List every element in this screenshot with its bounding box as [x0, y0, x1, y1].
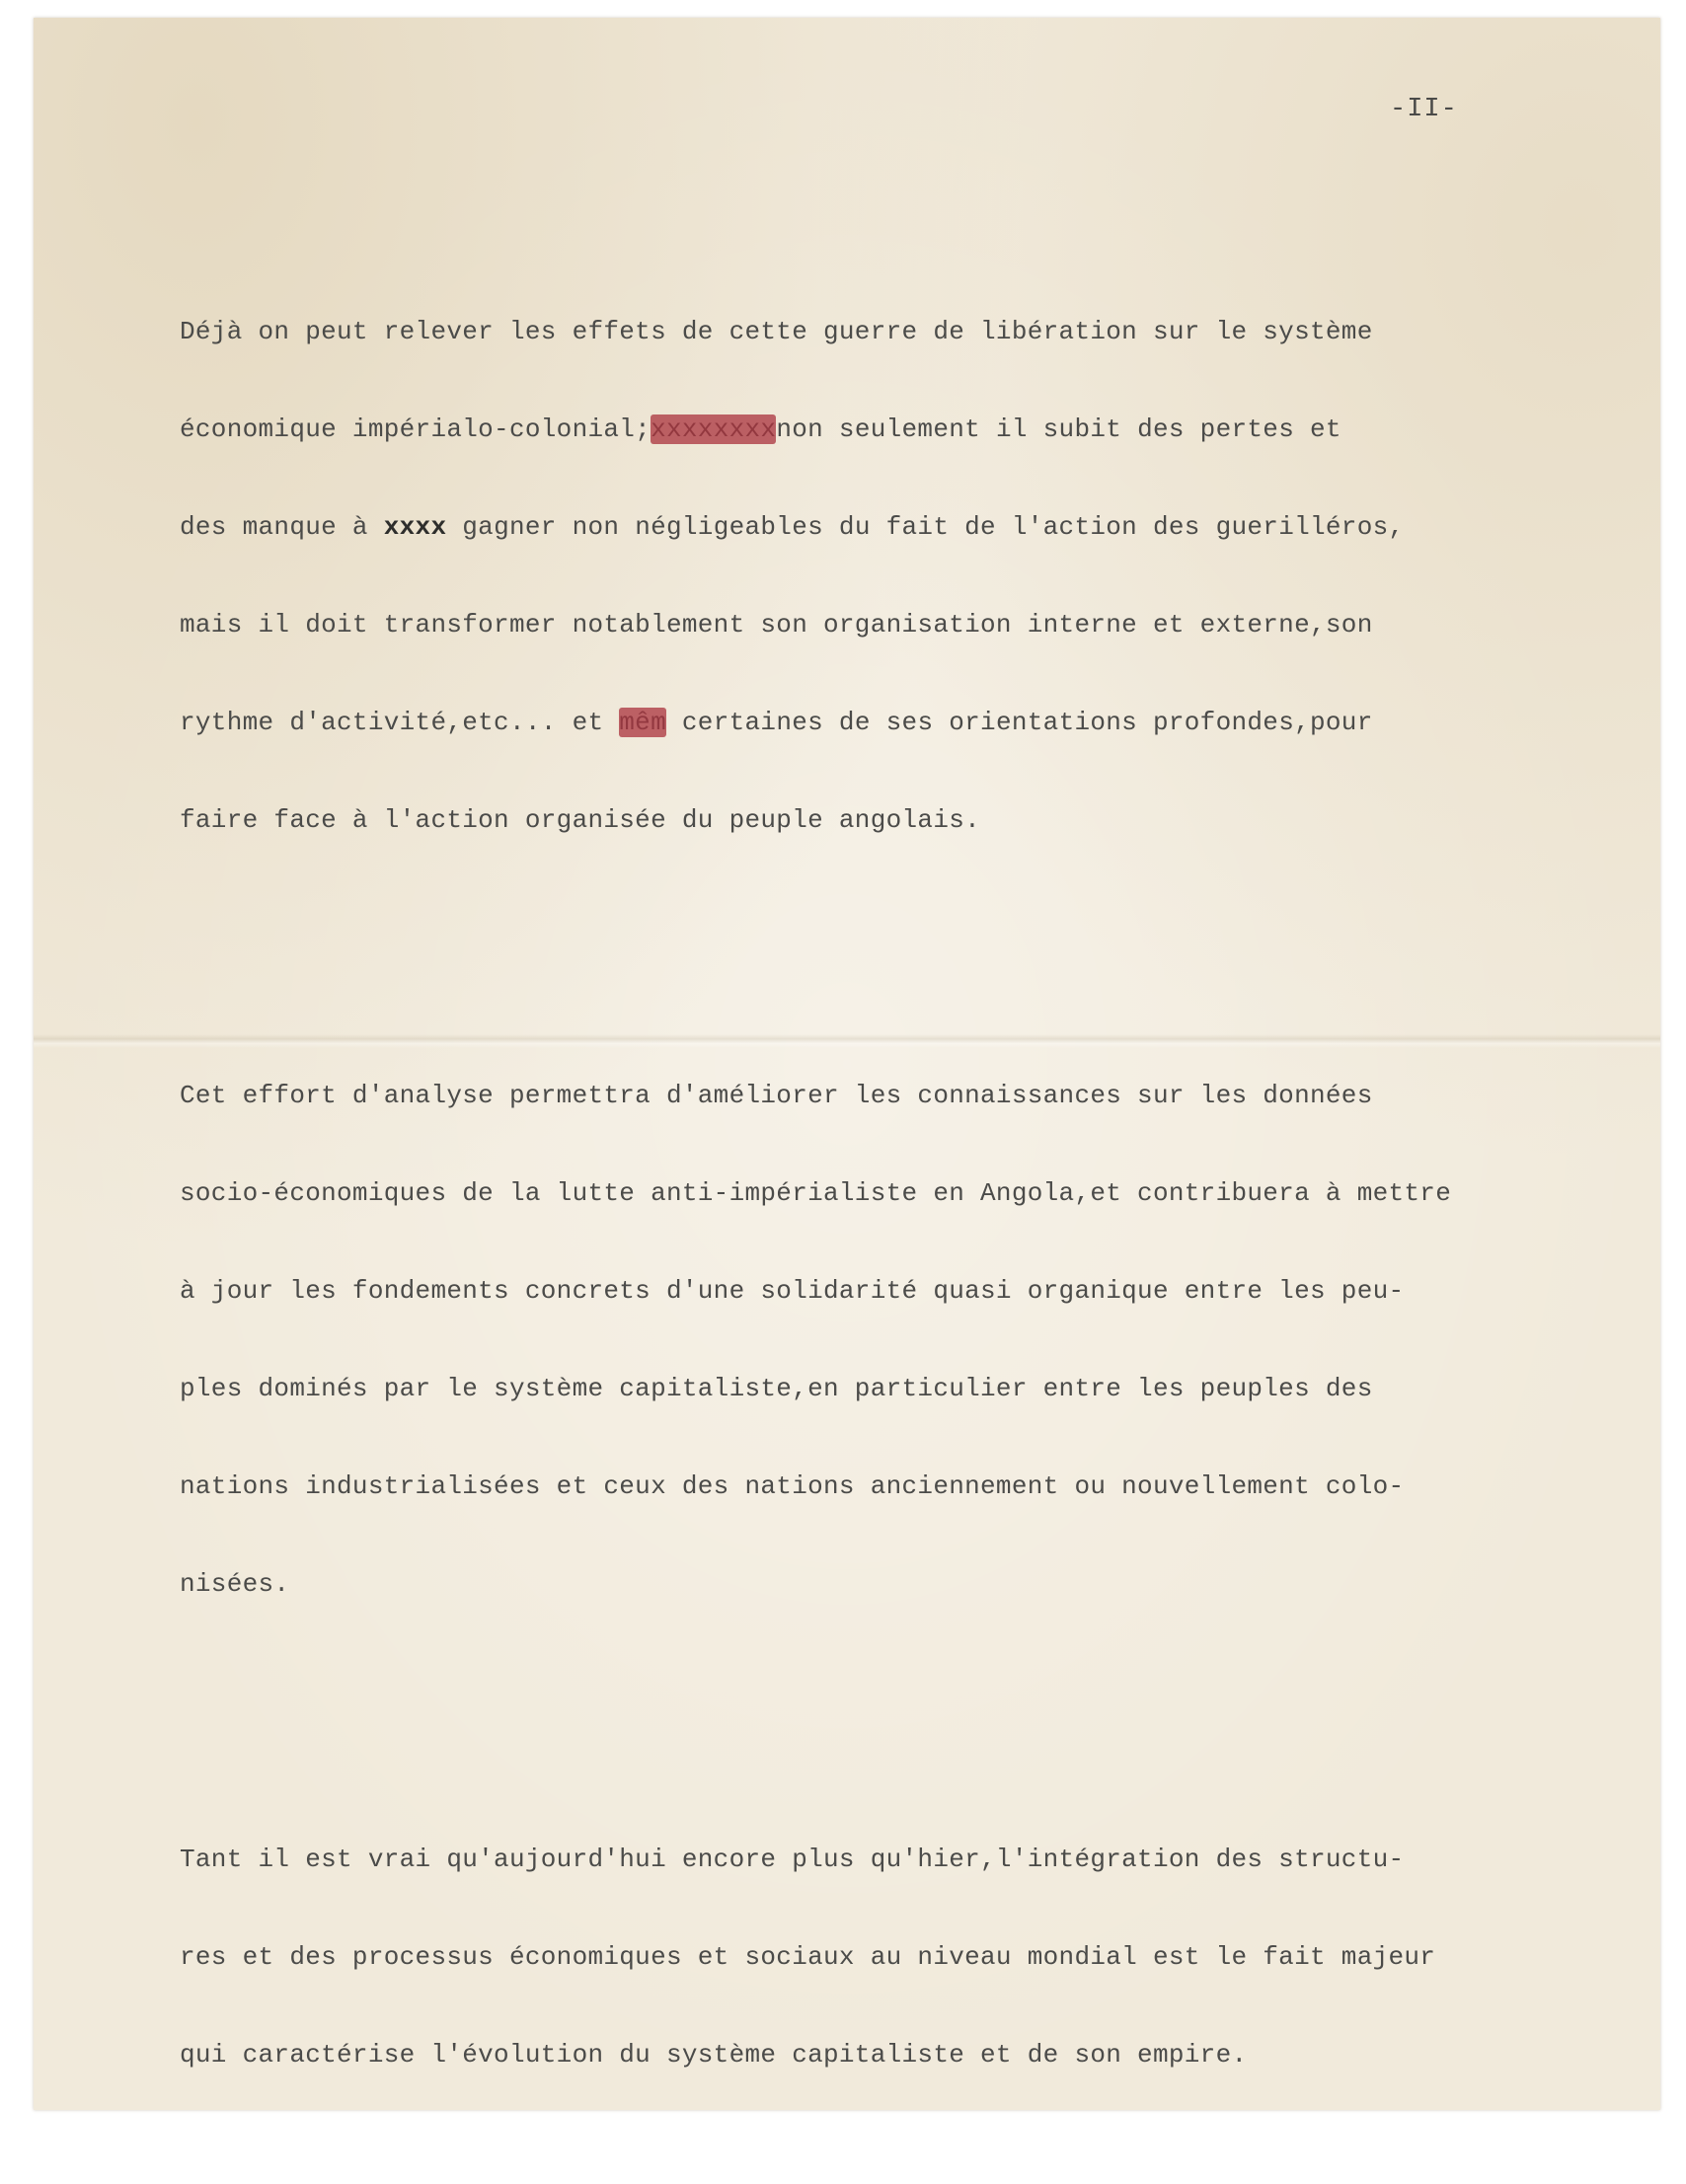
text-line [180, 414, 1621, 446]
text-segment: non seulement il subit des pertes et [776, 414, 1341, 444]
redacted-word: mêm [619, 708, 666, 737]
text-segment: certaines de ses orientations profondes,pour [666, 708, 1373, 737]
text-line: ples dominés par le système capitaliste,en particulier entre les peuples des [180, 1374, 1373, 1403]
redacted-word: xxxxxxxx [651, 414, 777, 444]
text-line: res et des processus économiques et sociaux au niveau mondial est le fait majeur [180, 1942, 1436, 1972]
text-segment: des manque à [180, 512, 384, 542]
text-line: nisées. [180, 1569, 290, 1599]
document-body [180, 186, 1621, 2184]
text-line: à jour les fondements concrets d'une solidarité quasi organique entre les peu- [180, 1276, 1405, 1306]
text-line: Tant il est vrai qu'aujourd'hui encore plus qu'hier,l'intégration des structu- [180, 1845, 1405, 1874]
paragraph-3 [180, 1778, 1621, 2137]
paragraph-2 [180, 1015, 1621, 1666]
overtyped-word: xxxx [383, 512, 447, 542]
text-line [180, 511, 1621, 544]
text-line: nations industrialisées et ceux des nations anciennement ou nouvellement colo- [180, 1471, 1405, 1501]
text-line: faire face à l'action organisée du peuple angolais. [180, 805, 981, 835]
text-line: Cet effort d'analyse permettra d'améliorer les connaissances sur les données [180, 1081, 1373, 1110]
text-line: socio-économiques de la lutte anti-impérialiste en Angola,et contribuera à mettre [180, 1178, 1452, 1208]
text-line: mais il doit transformer notablement son organisation interne et externe,son [180, 610, 1373, 640]
page-number: -II- [1390, 95, 1458, 124]
text-segment: gagner non négligeables du fait de l'action des guerilléros, [446, 512, 1405, 542]
text-line [180, 707, 1621, 739]
text-segment: économique impérialo-colonial; [180, 414, 651, 444]
text-line: qui caractérise l'évolution du système capitaliste et de son empire. [180, 2040, 1248, 2070]
paragraph-1 [180, 251, 1621, 902]
text-segment: rythme d'activité,etc... et [180, 708, 620, 737]
text-line: Déjà on peut relever les effets de cette guerre de libération sur le système [180, 317, 1373, 346]
